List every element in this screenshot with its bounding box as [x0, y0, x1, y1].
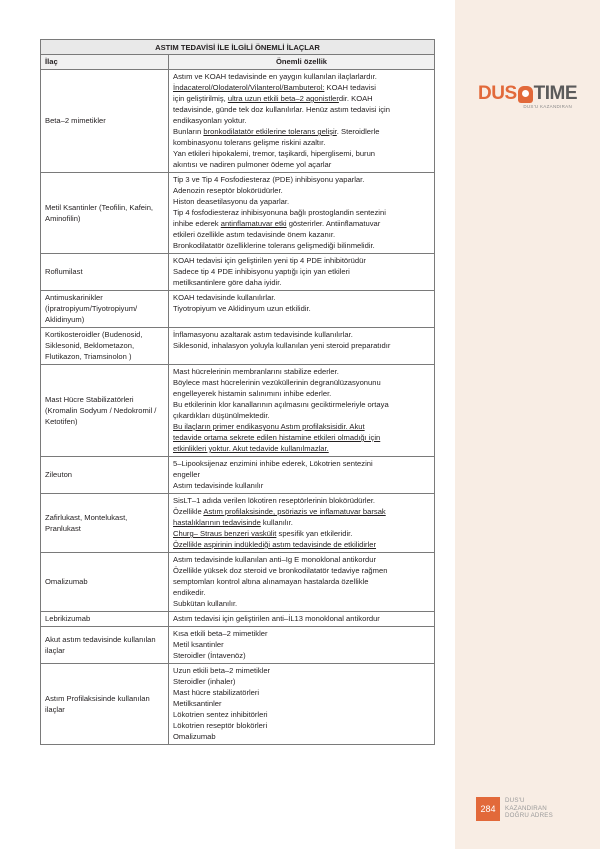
text-segment: Tiyotropiyum ve Aklidinyum uzun etkilidir. [173, 304, 311, 313]
feature-line [173, 443, 430, 454]
feature-line [173, 266, 430, 277]
drug-feature [169, 627, 435, 664]
text-segment: SisLT–1 adıda verilen lökotiren reseptörlerinin blokörüdürler. [173, 496, 376, 505]
text-segment: Özellikle [173, 507, 204, 516]
table-row [41, 365, 435, 457]
table-title-row [41, 40, 435, 55]
feature-line [173, 410, 430, 421]
drug-name: Akut astım tedavisinde kullanılan ilaçlar [41, 627, 169, 664]
drug-feature [169, 328, 435, 365]
drug-feature [169, 612, 435, 627]
feature-line [173, 340, 430, 351]
feature-line [173, 115, 430, 126]
text-segment: . Steroidlerle [336, 127, 380, 136]
feature-line [173, 576, 430, 587]
text-segment: Kısa etkili beta–2 mimetikler [173, 629, 268, 638]
brand-logo [478, 84, 578, 114]
footer-line: DUS'U [505, 797, 525, 804]
feature-line [173, 277, 430, 288]
text-segment: Lökotrien sentez inhibitörleri [173, 710, 268, 719]
drug-name: Antimuskarinikler (İpratropiyum/Tiyotropiyum/ Aklidinyum) [41, 291, 169, 328]
drug-feature [169, 365, 435, 457]
underlined-text: etkinlikleri yoktur. Akut tedavide kullanılmazlar. [173, 444, 329, 453]
table-row [41, 328, 435, 365]
text-segment: Steroidler (inhaler) [173, 677, 236, 686]
text-segment: semptomları kontrol altına alınamayan hastalarda özellikle [173, 577, 369, 586]
text-segment: Metilksantinler [173, 699, 222, 708]
feature-line [173, 554, 430, 565]
text-segment: dir. KOAH [338, 94, 373, 103]
text-segment: Bronkodilatatör özelliklerine tolerans gelişmediği bilinmelidir. [173, 241, 375, 250]
table-row [41, 627, 435, 664]
text-segment: Subkütan kullanılır. [173, 599, 238, 608]
feature-line [173, 469, 430, 480]
drug-feature [169, 173, 435, 254]
text-segment: Omalizumab [173, 732, 216, 741]
text-segment: İnflamasyonu azaltarak astım tedavisinde kullanılırlar. [173, 330, 353, 339]
feature-line [173, 720, 430, 731]
text-segment: gösterirler. Antiinflamatuvar [286, 219, 381, 228]
text-segment: etkileri özellikle astım tedavisinde önem kazanır. [173, 230, 336, 239]
underlined-text: İndacaterol/Olodaterol/Vilanterol/Bambuterol: [173, 83, 325, 92]
underlined-text: Özellikle aspirinin indüklediği astım tedavisinde de etkilidirler [173, 540, 377, 549]
text-segment: spesifik yan etkileridir. [276, 529, 353, 538]
feature-line [173, 71, 430, 82]
underlined-text: Bu ilaçların primer endikasyonu Astım profilaksisidir. Akut [173, 422, 365, 431]
feature-line [173, 303, 430, 314]
feature-line [173, 148, 430, 159]
feature-line [173, 388, 430, 399]
text-segment: engeller [173, 470, 201, 479]
text-segment: çıkardıkları düşünülmektedir. [173, 411, 270, 420]
text-segment: Adenozin reseptör blokörüdürler. [173, 186, 283, 195]
footer-line: DOĞRU ADRES [505, 812, 553, 819]
table-row [41, 254, 435, 291]
feature-line [173, 329, 430, 340]
underlined-text: Churg– Straus benzeri vaskülit [173, 529, 277, 538]
text-segment: KOAH tedavisi için geliştirilen yeni tip 4 PDE inhibitörüdür [173, 256, 366, 265]
feature-line [173, 709, 430, 720]
drug-name: Roflumilast [41, 254, 169, 291]
feature-line [173, 628, 430, 639]
table-row [41, 494, 435, 553]
text-segment: Astım ve KOAH tedavisinde en yaygın kullanılan ilaçlarlardır. [173, 72, 377, 81]
drug-name: Zafirlukast, Montelukast, Pranlukast [41, 494, 169, 553]
underlined-text: hastalıklarının tedavisinde [173, 518, 261, 527]
text-segment: KOAH tedavisinde kullanılırlar. [173, 293, 276, 302]
text-segment: Astım tedavisinde kullanılan anti–Ig E monoklonal antikordur [173, 555, 377, 564]
feature-line [173, 93, 430, 104]
table-body [41, 70, 435, 745]
feature-line [173, 539, 430, 550]
text-segment: Bu etkilerinin klor kanallarının açılmasını geciktirmeleriyle ortaya [173, 400, 389, 409]
feature-line [173, 240, 430, 251]
feature-line [173, 218, 430, 229]
drug-feature [169, 664, 435, 745]
text-segment: Steroidler (İntavenöz) [173, 651, 246, 660]
text-segment: için geliştirilmiş, [173, 94, 228, 103]
text-segment: Mast hücre stabilizatörleri [173, 688, 260, 697]
text-segment: Astım tedavisinde kullanılır [173, 481, 264, 490]
feature-line [173, 731, 430, 742]
text-segment: Tip 4 fosfodiesteraz inhibisyonuna bağlı prostoglandin sentezini [173, 208, 386, 217]
text-segment: 5–Lipooksijenaz enzimini inhibe ederek, Lökotrien sentezini [173, 459, 373, 468]
feature-line [173, 458, 430, 469]
footer-line: KAZANDIRAN [505, 804, 547, 812]
text-segment: engelleyerek histamin salınımını inhibe ederler. [173, 389, 332, 398]
underlined-text: tedavide ortama sekrete edilen histamine etkileri olmadığı için [173, 433, 381, 442]
text-segment: Astım tedavisi için geliştirilen anti–İL13 monoklonal antikordur [173, 614, 380, 623]
drug-feature [169, 291, 435, 328]
feature-line [173, 676, 430, 687]
feature-line [173, 421, 430, 432]
feature-line [173, 104, 430, 115]
feature-line [173, 377, 430, 388]
tooth-icon [518, 86, 533, 103]
underlined-text: bronkodilatatör etkilerine tolerans gelişir [203, 127, 337, 136]
table-row [41, 664, 435, 745]
underlined-text: antinflamatuvar etki [220, 219, 287, 228]
text-segment: Bunların [173, 127, 204, 136]
feature-line [173, 292, 430, 303]
text-segment: endikasyonları yoktur. [173, 116, 247, 125]
table-row [41, 70, 435, 173]
text-segment: inhibe ederek [173, 219, 221, 228]
table-row [41, 173, 435, 254]
table-row [41, 457, 435, 494]
drug-feature [169, 553, 435, 612]
drug-name: Astım Profilaksisinde kullanılan ilaçlar [41, 664, 169, 745]
feature-line [173, 495, 430, 506]
feature-line [173, 506, 430, 517]
feature-line [173, 229, 430, 240]
underlined-text: Astım profilaksisinde, psöriazis ve inflamatuvar barsak [203, 507, 386, 516]
text-segment: Siklesonid, inhalasyon yoluyla kullanılan yeni steroid preparatıdır [173, 341, 391, 350]
text-segment: Uzun etkili beta–2 mimetikler [173, 666, 271, 675]
text-segment: Tip 3 ve Tip 4 Fosfodiesteraz (PDE) inhibisyonu yaparlar. [173, 175, 365, 184]
side-band [455, 0, 600, 849]
text-segment: Özellikle yüksek doz steroid ve bronkodilatatör tedaviye rağmen [173, 566, 388, 575]
text-segment: Histon deasetilasyonu da yaparlar. [173, 197, 290, 206]
feature-line [173, 480, 430, 491]
table-row [41, 553, 435, 612]
footer-slogan [505, 797, 585, 820]
feature-line [173, 598, 430, 609]
text-segment: kombinasyonu tolerans gelişme riskini azaltır. [173, 138, 326, 147]
drug-feature [169, 70, 435, 173]
drug-name: Metil Ksantinler (Teofilin, Kafein, Aminofilin) [41, 173, 169, 254]
text-segment: endikedir. [173, 588, 206, 597]
drug-name: Omalizumab [41, 553, 169, 612]
feature-line [173, 639, 430, 650]
logo-tagline: DUS'U KAZANDIRAN [523, 104, 572, 109]
table-row [41, 612, 435, 627]
feature-line [173, 399, 430, 410]
drug-table [40, 39, 435, 745]
header-drug: İlaç [41, 55, 169, 70]
text-segment: akıntısı ve nadiren pulmoner ödeme yol açarlar [173, 160, 332, 169]
drug-name: Kortikosteroidler (Budenosid, Siklesonid, Beklometazon, Flutikazon, Triamsinolon ) [41, 328, 169, 365]
text-segment: KOAH tedavisi [324, 83, 376, 92]
drug-feature [169, 254, 435, 291]
text-segment: Lökotrien reseptör blokörleri [173, 721, 268, 730]
text-segment: Mast hücrelerinin membranlarını stabilize ederler. [173, 367, 339, 376]
text-segment: Yan etkileri hipokalemi, tremor, taşikardi, hiperglisemi, burun [173, 149, 376, 158]
drug-name: Lebrikizumab [41, 612, 169, 627]
feature-line [173, 126, 430, 137]
drug-name: Zileuton [41, 457, 169, 494]
logo-text-right: TIME [533, 83, 578, 104]
feature-line [173, 137, 430, 148]
feature-line [173, 587, 430, 598]
feature-line [173, 159, 430, 170]
text-segment: Sadece tip 4 PDE inhibisyonu yaptığı için yan etkileri [173, 267, 350, 276]
page-number: 284 [476, 797, 500, 821]
table-title: ASTIM TEDAVİSİ İLE İLGİLİ ÖNEMLİ İLAÇLAR [41, 40, 435, 55]
text-segment: Metil ksantinler [173, 640, 224, 649]
text-segment: kullanılır. [260, 518, 293, 527]
feature-line [173, 82, 430, 93]
drug-feature [169, 457, 435, 494]
feature-line [173, 432, 430, 443]
logo-text-left: DUS [478, 83, 517, 104]
header-feature: Önemli özellik [169, 55, 435, 70]
feature-line [173, 650, 430, 661]
table-row [41, 291, 435, 328]
drug-feature [169, 494, 435, 553]
feature-line [173, 366, 430, 377]
feature-line [173, 207, 430, 218]
feature-line [173, 528, 430, 539]
feature-line [173, 255, 430, 266]
feature-line [173, 698, 430, 709]
table-header-row [41, 55, 435, 70]
drug-name: Mast Hücre Stabilizatörleri (Kromalin Sodyum / Nedokromil / Ketotifen) [41, 365, 169, 457]
feature-line [173, 565, 430, 576]
underlined-text: ultra uzun etkili beta–2 agonistler [227, 94, 339, 103]
feature-line [173, 687, 430, 698]
text-segment: Böylece mast hücrelerinin vezüküllerinin degranülüzasyonunu [173, 378, 381, 387]
feature-line [173, 517, 430, 528]
feature-line [173, 174, 430, 185]
feature-line [173, 196, 430, 207]
feature-line [173, 185, 430, 196]
text-segment: metilksantinlere göre daha iyidir. [173, 278, 282, 287]
feature-line [173, 665, 430, 676]
feature-line [173, 613, 430, 624]
drug-name: Beta–2 mimetikler [41, 70, 169, 173]
text-segment: tedavisinde, günde tek doz kullanılırlar. Henüz astım tedavisi için [173, 105, 390, 114]
